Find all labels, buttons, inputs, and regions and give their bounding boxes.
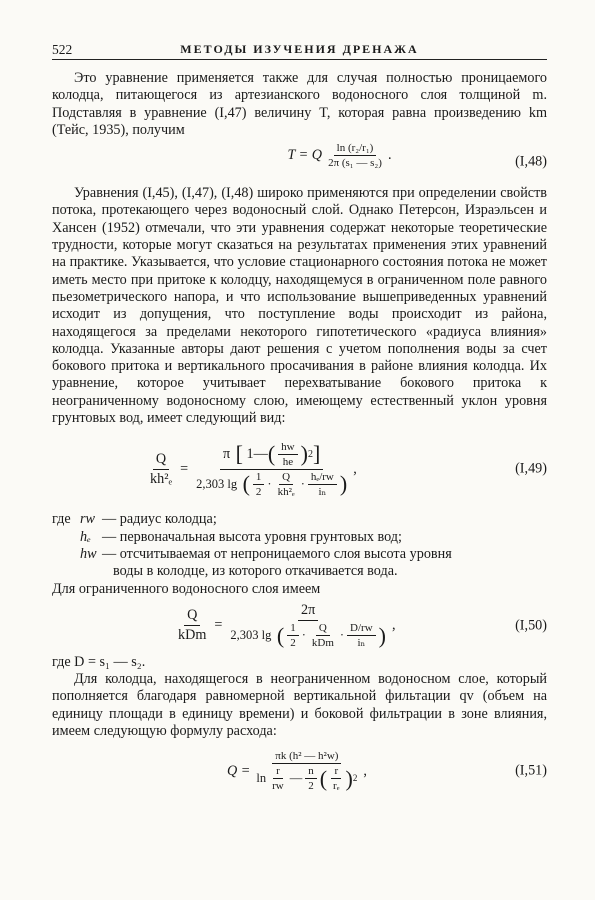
- eq51-f2-den: 2: [308, 780, 314, 793]
- eq49-den-coef: 2,303 lg: [196, 476, 238, 491]
- eq50-f3-den: iₙ: [357, 637, 366, 650]
- page-body: [52, 70, 547, 802]
- def-symbol: hw: [80, 545, 97, 562]
- eq50-label: (I,50): [515, 617, 547, 634]
- eq51-f1-den: rw: [272, 780, 284, 793]
- equation-1-51: [52, 743, 547, 799]
- eq51-denominator: ln $\frac{r}{rw}$ — $\frac{n}{2}$ ( $\frac{r}{\text{rₑ}}$ ) 2: [256, 765, 358, 793]
- eq50-lhs-num: Q: [184, 607, 200, 626]
- definitions: [52, 511, 547, 580]
- paragraph-4: Для колодца, находящегося в неограниченном водоносном слое, который пополняется благодаря равномерной вертикальной фильтации qv (объем на единицу площади в единицу времени) и боковой фильтрации в зоне влияния, имеем следующую формулу расхода:: [52, 671, 547, 740]
- equation-1-50: $\frac{Q}{\text{kDm}}$ = 2π 2,303 lg ( $\frac{1}{2}$ · $\frac{Q}{\text{kDm}}$ · $\frac{D/rw}{\text{iₙ}}$ ) , (I,50): [52, 601, 547, 651]
- def-text: — первоначальная высота уровня грунтовых вод;: [102, 528, 402, 545]
- eq49-lhs: [147, 451, 175, 489]
- eq51-f1-num: r: [273, 765, 283, 779]
- eq49-f3-num: hₑ/rw: [308, 471, 337, 485]
- header-rule: [52, 59, 547, 60]
- def-symbol: rw: [80, 511, 95, 528]
- eq49-label: (I,49): [515, 460, 547, 477]
- definition-row: [52, 529, 547, 546]
- eq49-tail: ,: [353, 460, 357, 477]
- eq50-f2-num: Q: [316, 622, 330, 636]
- eq48-lhs: T = Q: [287, 147, 323, 164]
- paragraph-1: Это уравнение применяется также для случая полностью проницаемого колодца, питающегося из артезианского водоносного слоя толщиной m. Подставляя в уравнение (I,47) величину T, которая равна произведению km (Тейс, 1935), получим: [52, 70, 547, 138]
- def-lead: где: [52, 511, 71, 528]
- def-symbol: hₑ: [80, 528, 91, 545]
- eq49-hw: hw: [278, 441, 297, 455]
- eq49-numerator: π [ 1— ( $\frac{hw}{he}$ ) 2 ]: [220, 441, 323, 470]
- eq51-f2-num: n: [305, 765, 317, 779]
- equation-1-49: $\frac{Q}{\text{kh²ₑ}}$ = π [ 1— ( $\frac{hw}{he}$ ) 2 ] 2,303 lg ( $\frac{1}{2}$ · $\frac{Q}{\text{kh²ₑ}}$ · $\frac{\text{hₑ/rw}}{\text{iₙ}}$ ) , (I,49): [52, 430, 547, 508]
- eq49-f2-num: Q: [279, 471, 293, 485]
- eq49-pi: π: [223, 445, 231, 462]
- eq48-numerator: ln (r₂/r₁): [334, 142, 377, 156]
- eq49-f2-den: kh²ₑ: [277, 485, 295, 498]
- eq50-f2-den: kDm: [311, 637, 334, 650]
- eq49-hw-he: [278, 441, 297, 468]
- eq50-den-coef: 2,303 lg: [230, 628, 272, 643]
- eq49-f1-den: 2: [255, 485, 262, 498]
- eq50-tail: ,: [391, 617, 396, 634]
- eq51-f3-num: r: [331, 765, 341, 779]
- eq48-label: (I,48): [515, 153, 547, 170]
- eq49-f1-num: 1: [253, 471, 265, 485]
- eq48-fraction: [325, 142, 385, 169]
- definition-row: [52, 546, 547, 563]
- eq51-minus: —: [289, 771, 303, 786]
- where-d: где D = s₁ — s₂.: [52, 653, 146, 670]
- eq49-main-fraction: [193, 441, 350, 498]
- eq50-f1-den: 2: [290, 637, 296, 650]
- definition-row: [52, 563, 547, 580]
- eq50-main-fraction: [227, 602, 389, 649]
- def-text: — радиус колодца;: [102, 511, 217, 528]
- eq49-f3-den: iₙ: [318, 485, 327, 498]
- page-number: 522: [52, 42, 73, 57]
- eq49-he: he: [282, 455, 294, 468]
- eq50-f3-num: D/rw: [347, 622, 376, 636]
- equation-1-48: [52, 142, 547, 182]
- eq50-lhs-den: kDm: [178, 627, 207, 644]
- eq49-lhs-num: Q: [153, 451, 169, 470]
- eq48-tail: .: [387, 147, 392, 164]
- eq49-denominator: 2,303 lg ( $\frac{1}{2}$ · $\frac{Q}{\text{kh²ₑ}}$ · $\frac{\text{hₑ/rw}}{\text{iₙ}}$ ): [196, 470, 348, 498]
- definition-row: [52, 511, 547, 528]
- eq51-label: (I,51): [515, 762, 547, 779]
- eq48-denominator: 2π (s₁ — s₂): [328, 157, 382, 170]
- running-head: МЕТОДЫ ИЗУЧЕНИЯ ДРЕНАЖА: [180, 42, 419, 56]
- def-text: — отсчитываемая от непроницаемого слоя высота уровня: [102, 545, 452, 562]
- eq51-f3-den: rₑ: [333, 780, 340, 793]
- eq51-ln: ln: [256, 771, 267, 786]
- eq49-lhs-den: kh²ₑ: [150, 470, 173, 487]
- eq51-numerator: πk (h² — h²w): [272, 750, 341, 764]
- eq50-f1-num: 1: [287, 622, 299, 636]
- eq50-lhs: [175, 607, 209, 645]
- paragraph-2: Уравнения (I,45), (I,47), (I,48) широко применяются при определении свойств потока, протекающего через водоносный слой. Однако Петерсон, Израэльсен и Хансен (1952) отмечали, что эти уравнения содержат некоторые теоретические трудности, которые могут сказаться на результатах применения этих уравнений на практике. Указывается, что условие стационарного состояния потока не может иметь место при притоке к колодцу, находящемуся в ограниченном поле равного пьезометрического напора, и что использование вышеприведенных уравнений исходит из допущения, что поступление воды происходит из района, находящегося за пределами некоторого гипотетического «радиуса влияния» колодца. Указанные авторы дают решения с учетом пополнения воды за счет бокового притока и вертикального просачивания в районе влияния колодца. Их уравнение, которое учитывает перехватывание бокового притока к неограниченному водоносному слою, имеющему естественный уклон уровня грунтовых вод, имеет следующий вид:: [52, 185, 547, 427]
- eq50-numerator: 2π: [298, 602, 318, 621]
- def-text: воды в колодце, из которого откачивается вода.: [113, 563, 398, 580]
- page-header: [52, 38, 547, 60]
- eq51-tail: ,: [363, 762, 367, 779]
- eq51-lhs: Q =: [227, 762, 251, 779]
- eq50-denominator: 2,303 lg ( $\frac{1}{2}$ · $\frac{Q}{\text{kDm}}$ · $\frac{D/rw}{\text{iₙ}}$ ): [230, 622, 386, 650]
- paragraph-3: Для ограниченного водоносного слоя имеем: [52, 580, 321, 597]
- eq51-main-fraction: [253, 750, 360, 792]
